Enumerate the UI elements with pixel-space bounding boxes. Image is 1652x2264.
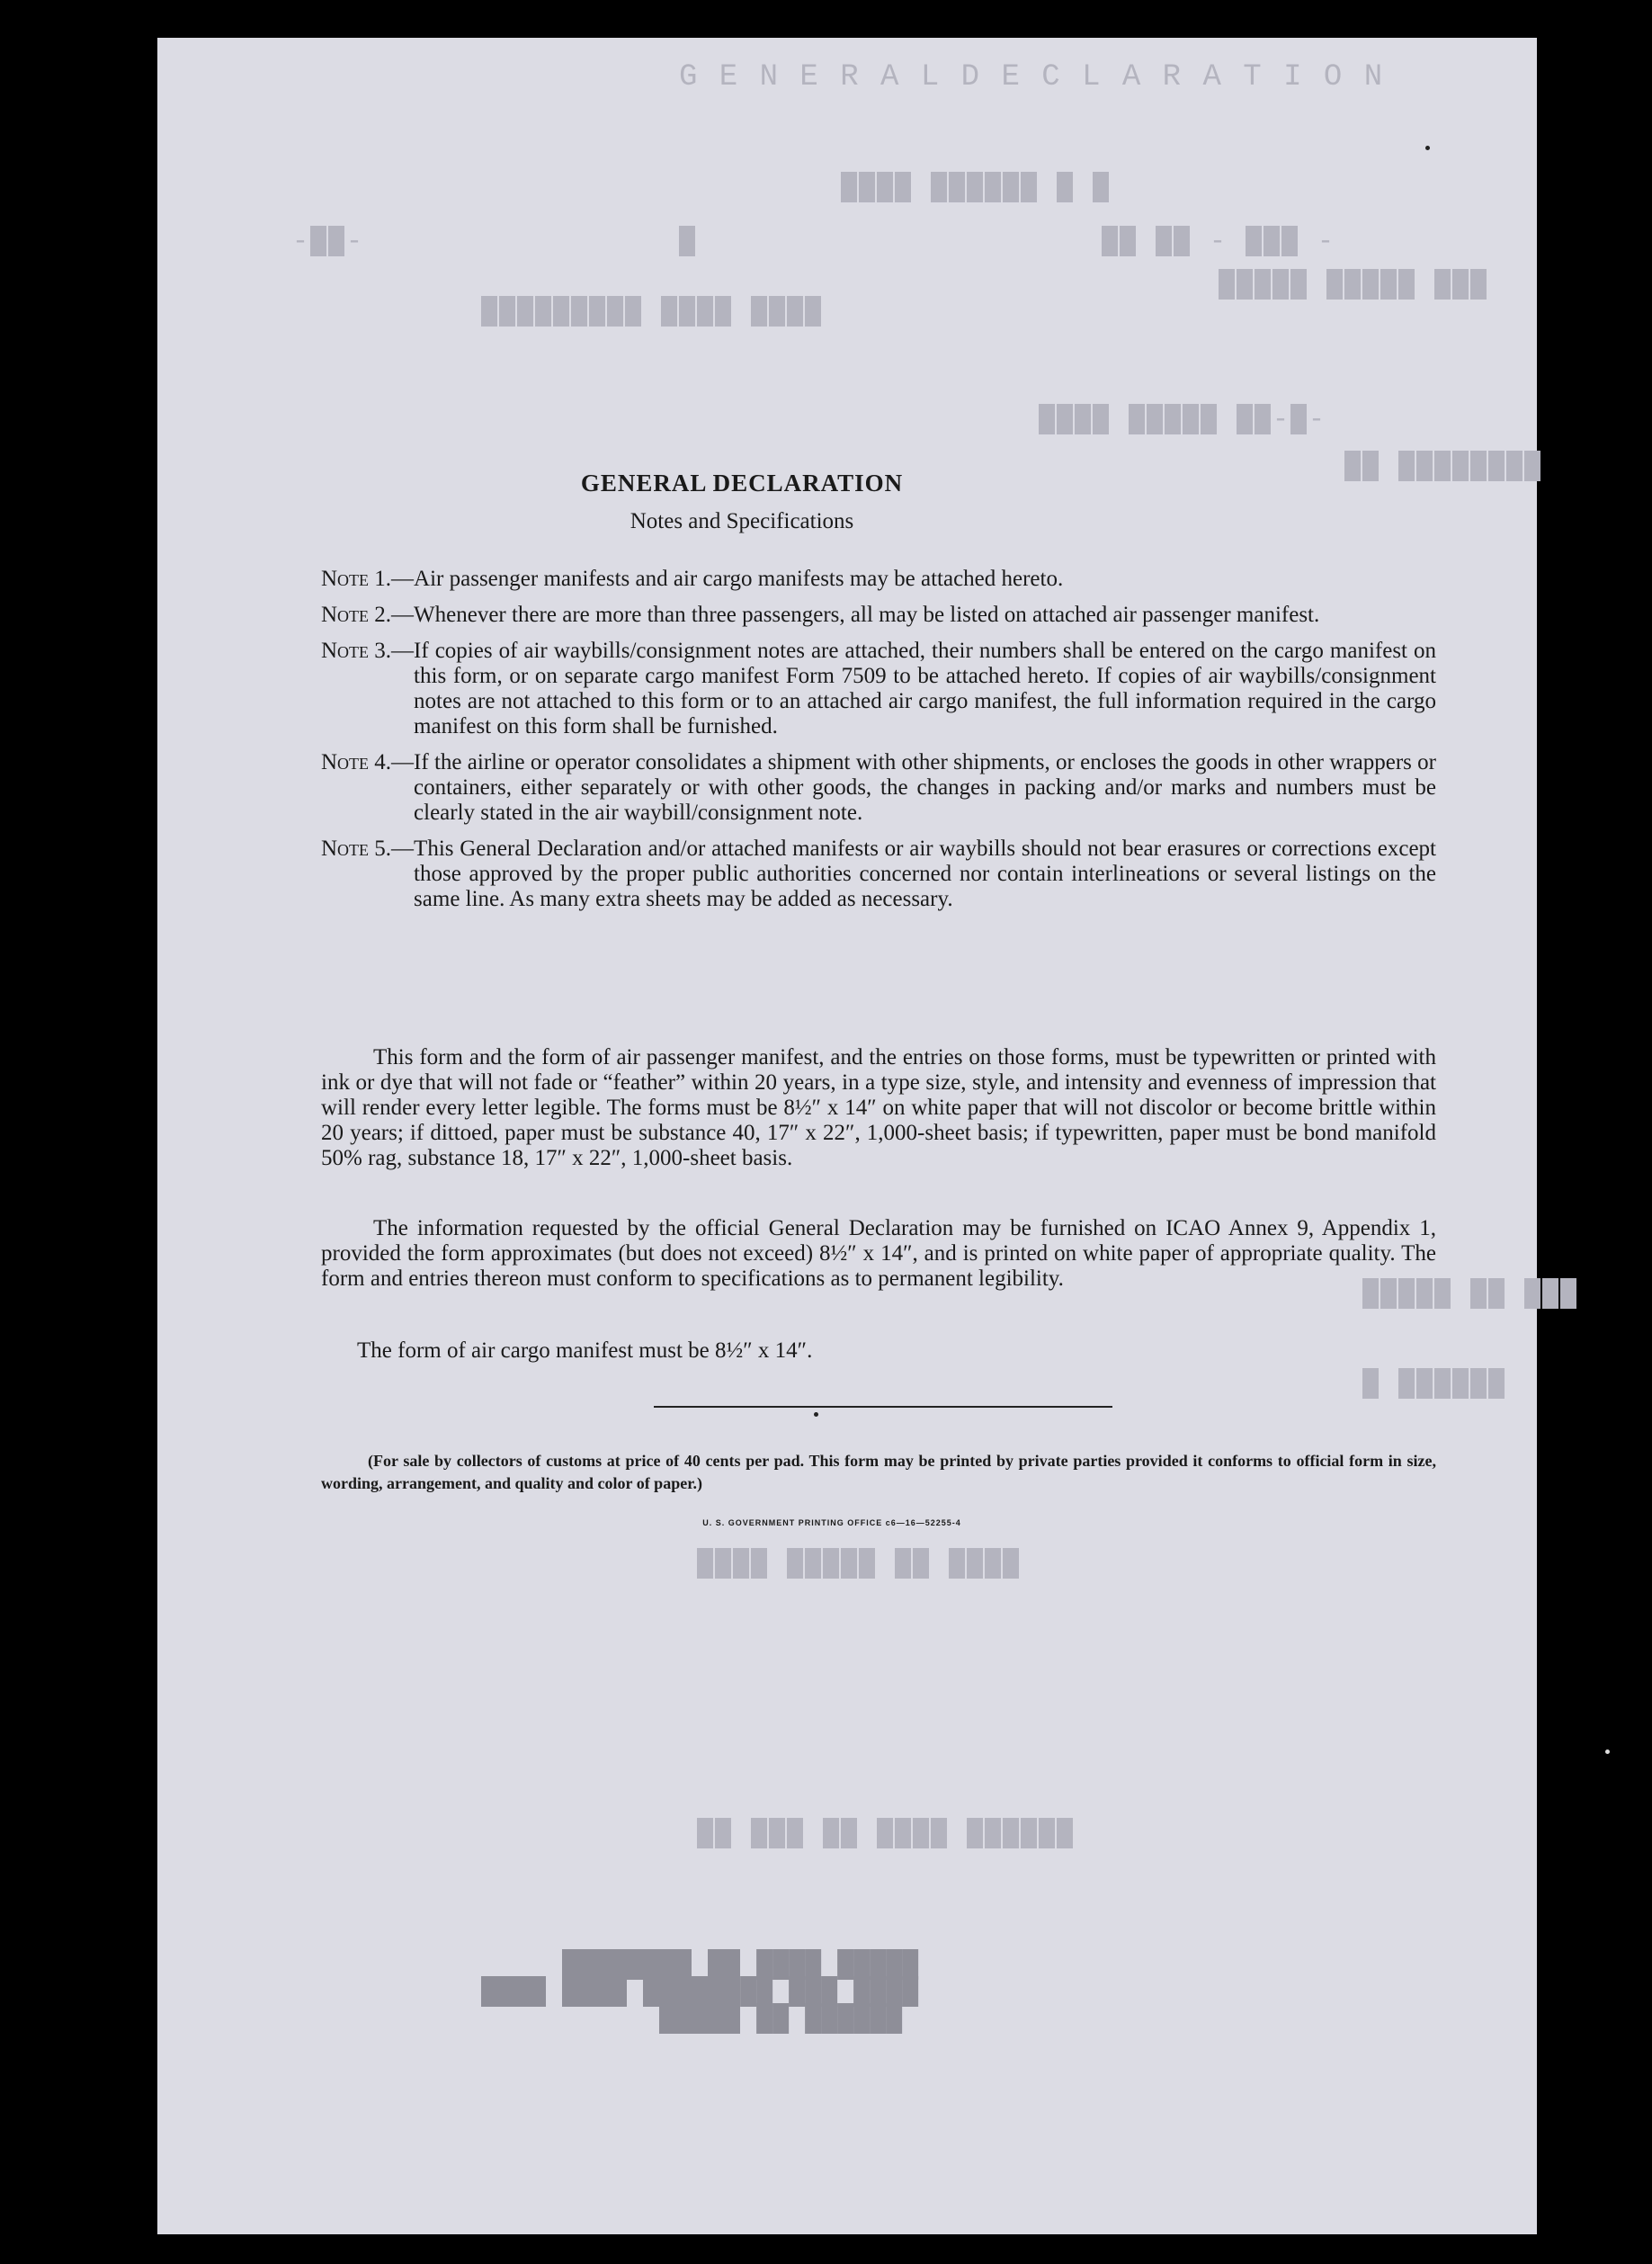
note-item	[321, 639, 1436, 739]
note-label: Note 3.—	[321, 639, 415, 663]
bleed-through-text: ████ ██████ █ █	[841, 173, 1112, 203]
bleed-through-text: ██ ████████	[1344, 452, 1543, 482]
bleed-through-text: ██ ██ - ███ -	[1102, 227, 1336, 257]
note-text: If the airline or operator consolidates a shipment with other shipments, or encloses the goods in other wrappers or containers, either separately or with other goods, the changes in packing and/or marks and numbers must be clearly stated in the air waybill/consignment note.	[414, 750, 1436, 825]
bleed-through-text: ████ █████ ██-█-	[1039, 405, 1327, 435]
bleed-through-text: -██-	[292, 227, 365, 257]
bleed-through-text: ████ █████ ██ ████	[697, 1549, 1022, 1579]
document-page	[157, 38, 1579, 2234]
speck	[1425, 146, 1430, 150]
bleed-through-text: █	[679, 227, 698, 257]
icao-paragraph: The information requested by the official General Declaration may be furnished on ICAO Annex 9, Appendix 1, provided the form approximates (but does not exceed) 8½″ x 14″, and is printed on white paper of appropriate quality. The form and entries thereon must conform to specifications as to permanent legibility.	[321, 1216, 1436, 1291]
sale-note: (For sale by collectors of customs at price of 40 cents per pad. This form may be printed by private parties provided it conforms to official form in size, wording, arrangement, and quality and color of paper.)	[321, 1452, 1436, 1492]
note-label: Note 5.—	[321, 837, 415, 861]
note-label: Note 1.—	[321, 567, 415, 591]
bleed-through-text: ██ ███ ██ ████ ██████	[697, 1819, 1076, 1849]
bleed-through-text: █████ █████ ███	[1219, 270, 1489, 300]
document-title: GENERAL DECLARATION	[580, 470, 904, 497]
note-text: Whenever there are more than three passengers, all may be listed on attached air passenger manifest.	[414, 603, 1320, 627]
note-label: Note 2.—	[321, 603, 415, 627]
bleed-through-text: █████████ ████ ████	[481, 297, 824, 327]
note-item	[321, 603, 1436, 628]
note-text: If copies of air waybills/consignment notes are attached, their numbers shall be entered on the cargo manifest on this form, or on separate cargo manifest Form 7509 to be attached hereto. If copies of air waybills/consignment notes are not attached to this form or to an attached air cargo manifest, the full information required in the cargo manifest on this form shall be furnished.	[414, 639, 1436, 738]
note-item	[321, 750, 1436, 826]
note-label: Note 4.—	[321, 750, 415, 774]
note-text: Air passenger manifests and air cargo manifests may be attached hereto.	[414, 567, 1064, 591]
bleed-through-text: █ ██████	[1362, 1369, 1507, 1400]
divider-rule	[654, 1406, 1112, 1408]
bleed-through-text: █████ ██ ███	[1362, 1279, 1579, 1310]
printing-office-line: U. S. GOVERNMENT PRINTING OFFICE c6—16—52255-4	[702, 1518, 961, 1527]
notes-list	[321, 567, 1436, 923]
speck	[1605, 1749, 1610, 1754]
speck	[814, 1412, 818, 1417]
note-item	[321, 567, 1436, 592]
note-text: This General Declaration and/or attached manifests or air waybills should not bear erasures or corrections except those approved by the proper public authorities concerned nor contain interlineations or several listings on the same line. As many extra sheets may be added as necessary.	[414, 837, 1436, 911]
paper-specification-paragraph: This form and the form of air passenger manifest, and the entries on those forms, must be typewritten or printed with ink or dye that will not fade or “feather” within 20 years, in a type size, style, and intensity and evenness of impression that will render every letter legible. The forms must be 8½″ x 14″ on white paper that will not discolor or become brittle within 20 years; if dittoed, paper must be substance 40, 17″ x 22″, 1,000-sheet basis; if typewritten, paper must be bond manifold 50% rag, substance 18, 17″ x 22″, 1,000-sheet basis.	[321, 1045, 1436, 1170]
note-item	[321, 837, 1436, 912]
document-subtitle: Notes and Specifications	[630, 509, 854, 533]
mirrored-stamp: █████ ████ ██ ████████ ████ ███ ████████ ████ ████ ██████ ██ █████	[481, 1950, 919, 2035]
bleed-through-text: G E N E R A L D E C L A R A T I O N	[679, 60, 1385, 94]
cargo-manifest-paragraph: The form of air cargo manifest must be 8½″ x 14″.	[357, 1338, 813, 1363]
